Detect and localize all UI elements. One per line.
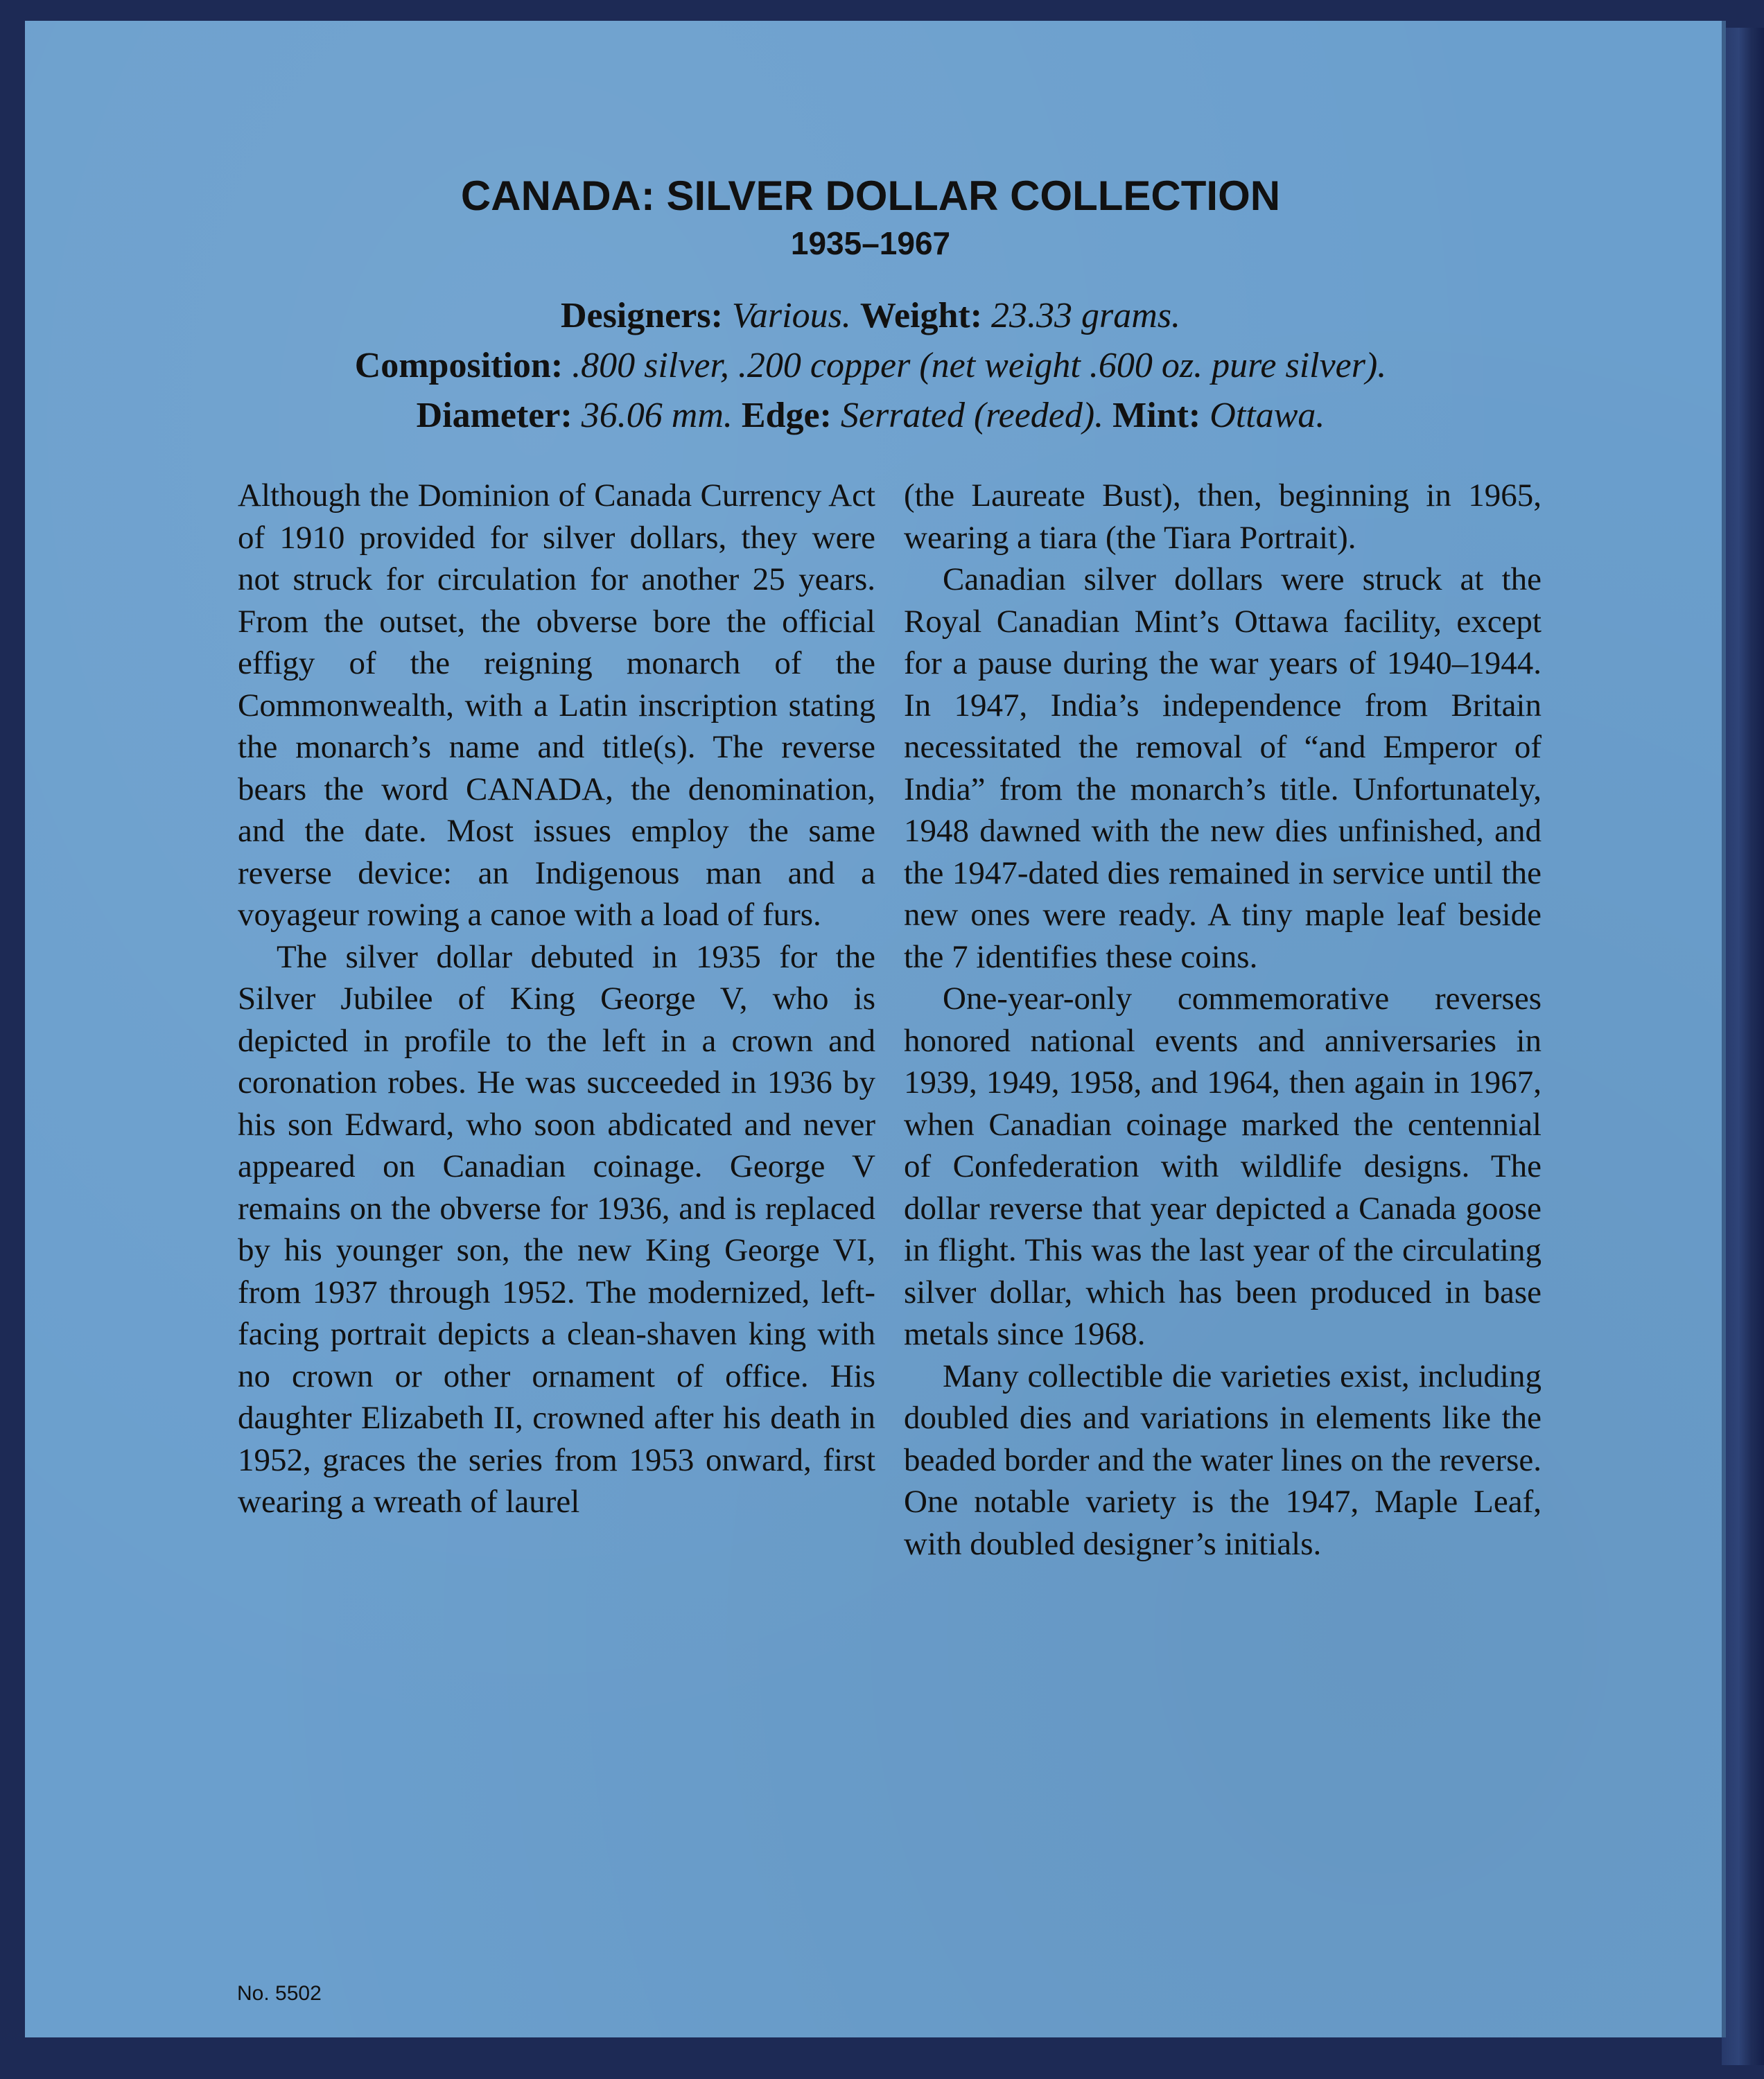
spec-line-3	[25, 391, 1716, 441]
mint-value: Ottawa.	[1210, 396, 1325, 435]
weight-value: 23.33 grams.	[991, 296, 1181, 335]
diameter-label: Diameter:	[416, 396, 582, 435]
composition-value: .800 silver, .200 copper (net weight .600 oz. pure silver).	[572, 346, 1387, 385]
diameter-value: 36.06 mm.	[581, 396, 742, 435]
paragraph: Many collectible die varieties exist, including doubled dies and variations in elements like the beaded border and the water lines on the reverse. One notable variety is the 1947, Maple Leaf, with doubled designer’s initials.	[904, 1358, 1542, 1562]
spec-line-2	[25, 341, 1716, 391]
paragraph: (the Laureate Bust), then, beginning in 1965, wearing a tiara (the Tiara Portrait).	[904, 477, 1542, 556]
date-range: 1935–1967	[790, 225, 951, 261]
edge-value: Serrated (reeded).	[840, 396, 1113, 435]
spec-line-1	[25, 291, 1716, 341]
folder-spine	[1722, 28, 1764, 2065]
paragraph: One-year-only commemorative reverses honored national events and anniversaries in 1939, 1949, 1958, and 1964, then again in 1967, when Canadian coinage marked the centennial of Confederation with wildlife designs. The dollar reverse that year depicted a Canada goose in flight. This was the last year of the circulating silver dollar, which has been produced in base metals since 1968.	[904, 981, 1542, 1352]
paragraph: Canadian silver dollars were struck at the Royal Canadian Mint’s Ottawa facility, except for a pause during the war years of 1940–1944. In 1947, India’s independence from Britain necessitated the removal of “and Emperor of India” from the monarch’s title. Unfortunately, 1948 dawned with the new dies unfinished, and the 1947-dated dies remained in service until the new ones were ready. A tiny maple leaf beside the 7 identifies these coins.	[904, 561, 1542, 975]
folder-cover	[25, 21, 1726, 2037]
designers-label: Designers:	[560, 296, 732, 335]
text-column-right	[904, 475, 1542, 1565]
coin-specifications	[25, 291, 1716, 441]
text-column-left	[238, 475, 875, 1523]
edge-label: Edge:	[741, 396, 841, 435]
designers-value: Various.	[731, 296, 860, 335]
composition-label: Composition:	[354, 346, 573, 385]
weight-label: Weight:	[859, 296, 992, 335]
catalog-number: No. 5502	[237, 1982, 322, 2005]
page-title: CANADA: SILVER DOLLAR COLLECTION	[460, 173, 1281, 219]
paragraph: Although the Dominion of Canada Currency Act of 1910 provided for silver dollars, they were not struck for circulation for another 25 years. From the outset, the obverse bore the official effigy of the reigning monarch of the Commonwealth, with a Latin inscription stating the monarch’s name and title(s). The reverse bears the word CANADA, the denomination, and the date. Most issues employ the same reverse device: an Indigenous man and a voyageur rowing a canoe with a load of furs.	[238, 477, 875, 933]
paragraph: The silver dollar debuted in 1935 for the Silver Jubilee of King George V, who is depicted in profile to the left in a crown and coronation robes. He was succeeded in 1936 by his son Edward, who soon abdicated and never appeared on Canadian coinage. George V remains on the obverse for 1936, and is replaced by his younger son, the new King George VI, from 1937 through 1952. The modernized, left-facing portrait depicts a clean-shaven king with no crown or other ornament of office. His daughter Elizabeth II, crowned after his death in 1952, graces the series from 1953 onward, first wearing a wreath of laurel	[238, 938, 875, 1520]
mint-label: Mint:	[1112, 396, 1210, 435]
